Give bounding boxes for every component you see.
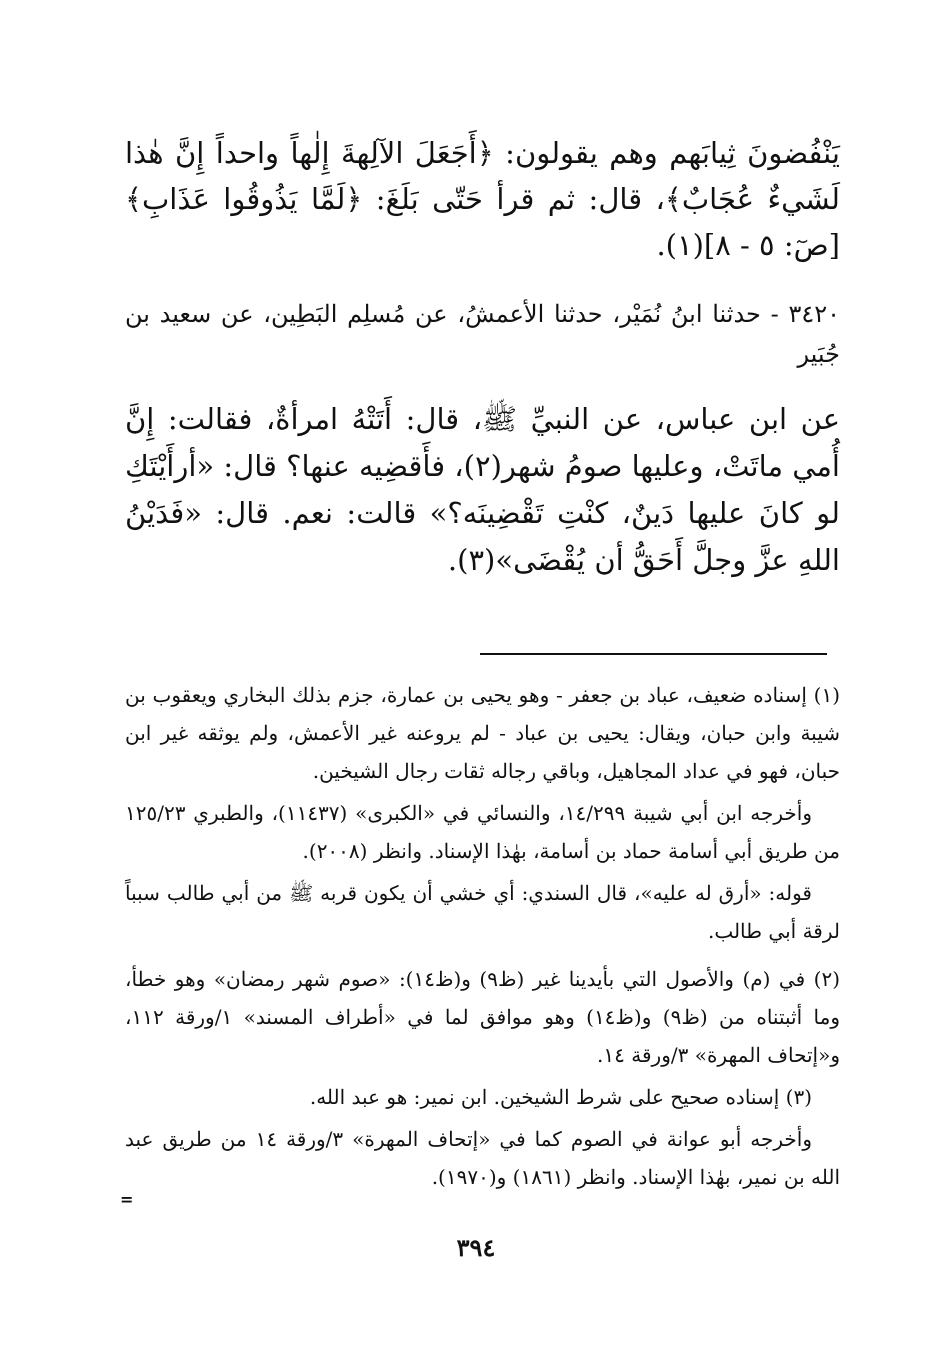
quran-paragraph: يَنْفُضونَ ثِيابَهم وهم يقولون: ﴿أَجَعَلَ الآلِهةَ إِلٰهاً واحداً إِنَّ هٰذا لَشَيءٌ عُجَابٌ﴾، قال: ثم قرأ حَتّى بَلَغَ: ﴿لَمَّا يَذُوقُوا عَذَابِ﴾ [صٓ: ٥ - ٨](١). [125, 136, 840, 262]
footnote-1-part-3: قوله: «أرق له عليه»، قال السندي: أي خشي أن يكون قربه ﷺ من أبي طالب سبباً لرقة أبي طالب. [125, 881, 840, 943]
main-text [125, 130, 840, 584]
footnote-3-part-1: (٣) إسناده صحيح على شرط الشيخين. ابن نمير: هو عبد الله. [309, 1085, 812, 1109]
footnote-3-part-2: وأخرجه أبو عوانة في الصوم كما في «إتحاف المهرة» ٣/ورقة ١٤ من طريق عبد الله بن نمير، بهٰذا الإسناد. وانظر (١٨٦١) و(١٩٧٠). [125, 1127, 840, 1189]
footnote-2: (٢) في (م) والأصول التي بأيدينا غير (ظ٩) و(ظ١٤): «صوم شهر رمضان» وهو خطأ، وما أثبتناه من (ظ٩) و(ظ١٤) وهو موافق لما في «أطراف المسند» ١/ورقة ١١٢، و«إتحاف المهرة» ٣/ورقة ١٤. [125, 967, 840, 1067]
footnote-1-part-1: (١) إسناده ضعيف، عباد بن جعفر - وهو يحيى بن عمارة، جزم بذلك البخاري ويعقوب بن شيبة وابن حبان، ويقال: يحيى بن عباد - لم يروعنه غير الأعمش، ولم يوثقه غير ابن حبان، فهو في عداد المجاهيل، وباقي رجاله ثقات رجال الشيخين. [125, 683, 840, 783]
footnote-separator [480, 653, 827, 655]
continuation-mark: = [120, 1190, 134, 1209]
hadith-matn: عن ابن عباس، عن النبيِّ ﷺ، قال: أَتَتْهُ امرأةٌ، فقالت: إِنَّ أُمي ماتَتْ، وعليها صومُ شهر(٢)، فأَقضِيه عنها؟ قال: «أرأَيْتَكِ لو كانَ عليها دَينٌ، كنْتِ تَقْضِينَه؟» قالت: نعم. قال: «فَدَيْنُ اللهِ عزَّ وجلَّ أَحَقُّ أن يُقْضَى»(٣). [125, 402, 840, 577]
page-number: ٣٩٤ [456, 1233, 496, 1262]
footnote-1-part-2: وأخرجه ابن أبي شيبة ١٤/٢٩٩، والنسائي في «الكبرى» (١١٤٣٧)، والطبري ١٢٥/٢٣ من طريق أبي أسامة حماد بن أسامة، بهٰذا الإسناد. وانظر (٢٠٠٨). [125, 801, 840, 863]
hadith-isnad: ٣٤٢٠ - حدثنا ابنُ نُمَيْر، حدثنا الأعمشُ، عن مُسلِم البَطِين، عن سعيد بن جُبَير [125, 300, 840, 368]
footnotes [125, 676, 840, 1196]
